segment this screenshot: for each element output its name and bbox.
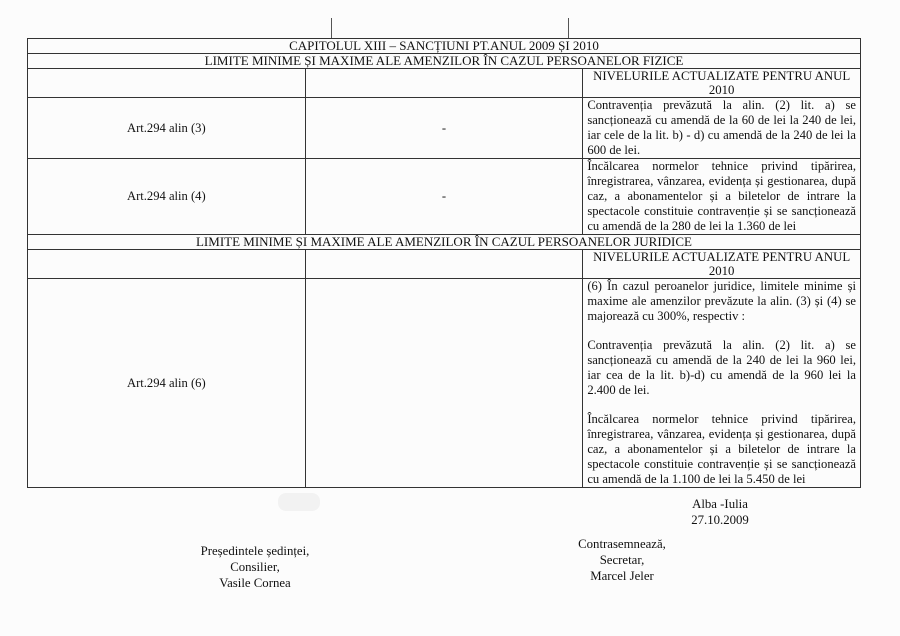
section-title-row	[28, 235, 861, 250]
scan-smudge	[278, 493, 320, 511]
empty-cell	[305, 279, 583, 488]
article-cell: Art.294 alin (3)	[28, 98, 306, 159]
empty-cell	[28, 250, 306, 279]
column-header-fizice: NIVELURILE ACTUALIZATE PENTRU ANUL 2010	[583, 69, 861, 98]
previous-level-cell: -	[305, 159, 583, 235]
table-row	[28, 159, 861, 235]
column-header-row	[28, 250, 861, 279]
sanctions-table	[27, 38, 861, 488]
article-cell: Art.294 alin (6)	[28, 279, 306, 488]
chapter-title-row	[28, 39, 861, 54]
signature-right	[552, 536, 692, 584]
signature-right-role: Contrasemnează,	[578, 537, 666, 551]
paragraph: Încălcarea normelor tehnice privind tipărirea, înregistrarea, vânzarea, evidența și gestionarea, după caz, a abonamentelor și a biletelor de intrare la spectacole constituie contravenție și se sancționează cu amendă de la 1.100 de lei la 5.450 de lei	[587, 412, 856, 486]
column-header-juridice: NIVELURILE ACTUALIZATE PENTRU ANUL 2010	[583, 250, 861, 279]
updated-level-cell	[583, 279, 861, 488]
article-cell: Art.294 alin (4)	[28, 159, 306, 235]
place: Alba -Iulia	[692, 497, 748, 511]
section-title-juridice: LIMITE MINIME ȘI MAXIME ALE AMENZILOR ÎN CAZUL PERSOANELOR JURIDICE	[28, 235, 861, 250]
previous-level-cell: -	[305, 98, 583, 159]
table-row	[28, 279, 861, 488]
chapter-title: CAPITOLUL XIII – SANCȚIUNI PT.ANUL 2009 ȘI 2010	[28, 39, 861, 54]
empty-cell	[305, 250, 583, 279]
signature-right-name: Marcel Jeler	[590, 569, 654, 583]
section-title-fizice: LIMITE MINIME ȘI MAXIME ALE AMENZILOR ÎN CAZUL PERSOANELOR FIZICE	[28, 54, 861, 69]
table-row	[28, 98, 861, 159]
empty-cell	[305, 69, 583, 98]
signature-right-title: Secretar,	[599, 553, 645, 567]
signature-left-name: Vasile Cornea	[219, 576, 291, 590]
scan-mark	[568, 18, 569, 38]
signature-left	[175, 543, 335, 591]
scan-mark	[331, 18, 332, 38]
updated-level-cell: Contravenția prevăzută la alin. (2) lit. a) se sancționează cu amendă de la 60 de lei la 240 de lei, iar cele de la lit. b) - d) cu amendă de la 240 de lei la 600 de lei.	[583, 98, 861, 159]
signature-left-title: Consilier,	[230, 560, 280, 574]
place-date-block	[660, 496, 780, 528]
signature-left-role: Președintele ședinței,	[200, 544, 310, 558]
paragraph: (6) În cazul peroanelor juridice, limitele minime și maxime ale amenzilor prevăzute la alin. (3) și (4) se majorează cu 300%, respectiv :	[587, 279, 856, 323]
updated-level-cell: Încălcarea normelor tehnice privind tipărirea, înregistrarea, vânzarea, evidența și gestionarea, după caz, a abonamentelor și a biletelor de intrare la spectacole constituie contravenție și se sancționează cu amendă de la 280 de lei la 1.360 de lei	[583, 159, 861, 235]
empty-cell	[28, 69, 306, 98]
column-header-row	[28, 69, 861, 98]
paragraph: Contravenția prevăzută la alin. (2) lit. a) se sancționează cu amendă de la 240 de lei la 960 lei, iar cea de la lit. b)-d) cu amendă de la 960 lei la 2.400 de lei.	[587, 338, 856, 397]
section-title-row	[28, 54, 861, 69]
date: 27.10.2009	[691, 513, 749, 527]
